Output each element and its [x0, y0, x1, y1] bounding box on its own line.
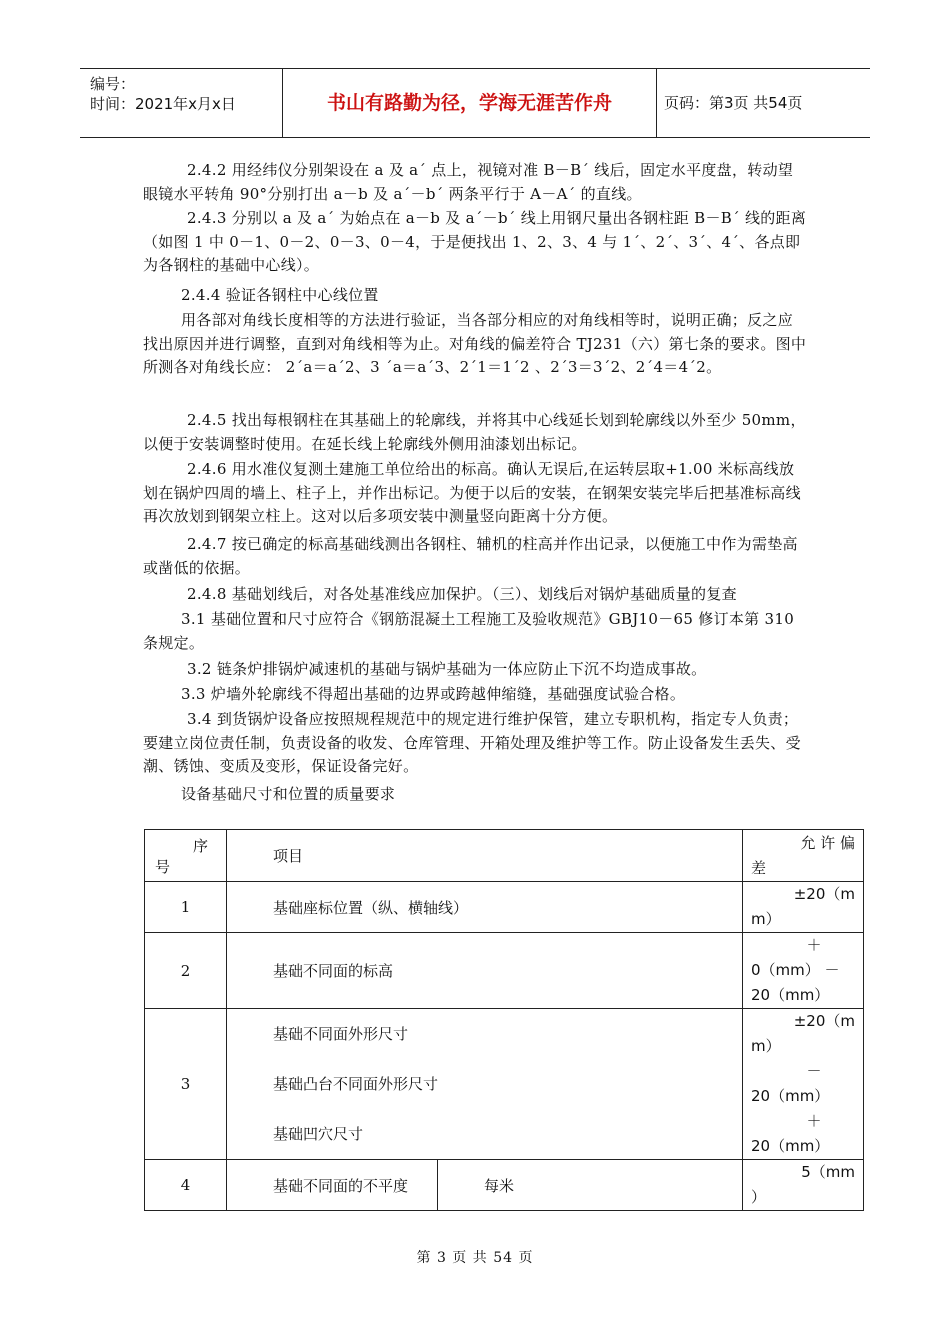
- paragraph-3-2: 3.2 链条炉排锅炉减速机的基础与锅炉基础为一体应防止下沉不均造成事故。: [187, 660, 707, 678]
- row-item: 基础不同面外形尺寸 基础凸台不同面外形尺寸 基础凹穴尺寸: [227, 1009, 743, 1160]
- paragraph-2-4-3: 2.4.3 分别以 a 及 a´ 为始点在 a－b 及 a´－b´ 线上用钢尺量出各钢柱距 B－B´ 线的距离（如图 1 中 0－1、0－2、0－3、0－4，于是便找出 1、2、3、4 与 1´、2´、3´、4´、各点即为各钢柱的基础中心线）。: [143, 209, 807, 274]
- page-footer: 第 3 页 共 54 页: [416, 1250, 534, 1266]
- header-page-info: 页码：第3页 共54页: [664, 94, 803, 112]
- table-header-row: [145, 830, 864, 882]
- header-cell-number: 序 号: [145, 830, 227, 882]
- paragraph-3-4: 3.4 到货锅炉设备应按照规程规范中的规定进行维护保管，建立专职机构，指定专人负责；要建立岗位责任制，负责设备的收发、仓库管理、开箱处理及维护等工作。防止设备发生丢失、受潮、锈蚀、变质及变形，保证设备完好。: [143, 710, 801, 775]
- paragraph-2-4-8: 2.4.8 基础划线后，对各处基准线应加保护。（三）、划线后对锅炉基础质量的复查: [187, 585, 737, 603]
- row-item: 基础不同面的标高: [227, 933, 743, 1009]
- paragraph-diagonal-check: 用各部对角线长度相等的方法进行验证，当各部分相应的对角线相等时，说明正确；反之应找出原因并进行调整，直到对角线相等为止。对角线的偏差符合 TJ231（六）第七条的要求。图中所测各对角线长应： 2´a＝a´2、3 ´a＝a´3、2´1＝1´2 、2´3＝3´2、2´4＝4´2。: [143, 311, 807, 376]
- paragraph-2-4-5: 2.4.5 找出每根钢柱在其基础上的轮廓线，并将其中心线延长划到轮廓线以外至少 50mm，以便于安装调整时使用。在延长线上轮廓线外侧用油漆划出标记。: [143, 411, 806, 453]
- paragraph-2-4-2: 2.4.2 用经纬仪分别架设在 a 及 a´ 点上，视镜对准 B－B´ 线后，固定水平度盘，转动望眼镜水平转角 90°分别打出 a－b 及 a´－b´ 两条平行于 A－A´ 的直线。: [143, 161, 794, 203]
- row-tolerance: ±20（m m） － 20（mm） ＋ 20（mm）: [743, 1009, 864, 1160]
- header-motto: 书山有路勤为径，学海无涯苦作舟: [283, 69, 657, 137]
- row-tolerance: ＋ 0（mm） － 20（mm）: [743, 933, 864, 1009]
- paragraph-3-1: 3.1 基础位置和尺寸应符合《钢筋混凝土工程施工及验收规范》GBJ10－65 修订本第 310 条规定。: [143, 610, 795, 652]
- table-row: [145, 882, 864, 933]
- table-row: [145, 1160, 864, 1211]
- paragraph-2-4-6: 2.4.6 用水准仪复测土建施工单位给出的标高。确认无误后,在运转层取+1.00 米标高线放划在锅炉四周的墙上、柱子上，并作出标记。为便于以后的安装，在钢架安装完毕后把基准标高线再次放划到钢架立柱上。这对以后多项安装中测量竖向距离十分方便。: [143, 460, 801, 525]
- paragraph-2-4-4-heading: 2.4.4 验证各钢柱中心线位置: [181, 286, 379, 304]
- row-number: 3: [145, 1009, 227, 1160]
- table-row: [145, 1009, 864, 1160]
- quality-table: [144, 829, 864, 1211]
- page-header: [80, 68, 870, 138]
- row-number: 1: [145, 882, 227, 933]
- row-tolerance: ±20（m m）: [743, 882, 864, 933]
- row-item: 基础座标位置（纵、横轴线）: [227, 882, 743, 933]
- header-meta: [80, 69, 283, 137]
- paragraph-2-4-7: 2.4.7 按已确定的标高基础线测出各钢柱、辅机的柱高并作出记录，以便施工中作为需垫高或凿低的依据。: [143, 535, 798, 577]
- header-cell-item: 项目: [227, 830, 743, 882]
- row-number: 2: [145, 933, 227, 1009]
- document-date: 时间：2021年x月x日: [90, 95, 236, 113]
- table-caption: 设备基础尺寸和位置的质量要求: [181, 785, 396, 803]
- document-number-label: 编号：: [90, 75, 136, 93]
- header-cell-tolerance: 允 许 偏 差: [743, 830, 864, 882]
- table-row: [145, 933, 864, 1009]
- row-tolerance: 5（mm ）: [743, 1160, 864, 1211]
- paragraph-3-3: 3.3 炉墙外轮廓线不得超出基础的边界或跨越伸缩缝，基础强度试验合格。: [181, 685, 686, 703]
- row-sub-item: 每米: [438, 1160, 743, 1211]
- row-number: 4: [145, 1160, 227, 1211]
- row-item: 基础不同面的不平度: [227, 1160, 438, 1211]
